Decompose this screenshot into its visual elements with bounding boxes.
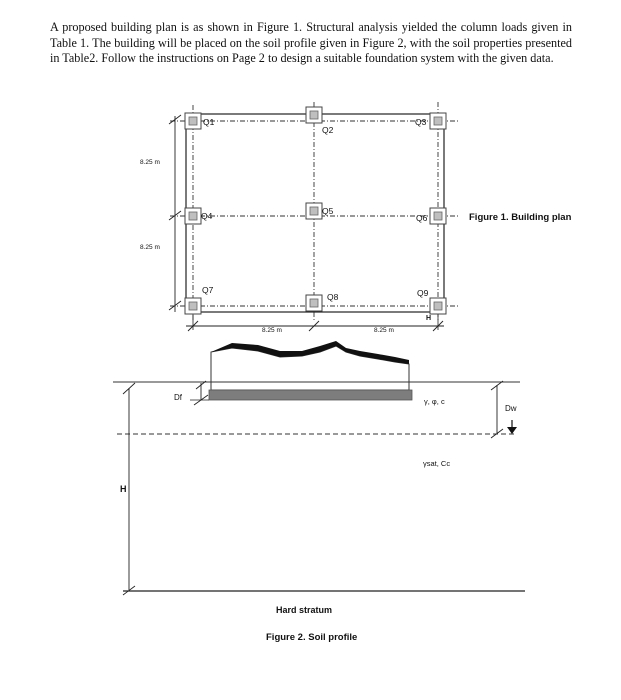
- hard-stratum-label: Hard stratum: [276, 605, 333, 615]
- soil-profile: [113, 341, 525, 643]
- column-q7: [185, 298, 201, 314]
- footing: [209, 390, 412, 400]
- figure1-caption: Figure 1. Building plan: [469, 212, 572, 223]
- label-q2: Q2: [322, 125, 334, 135]
- dim-horizontal-1: 8.25 m: [262, 327, 282, 334]
- water-table-icon: [507, 427, 517, 434]
- label-q8: Q8: [327, 292, 339, 302]
- water-label: Dw: [505, 404, 517, 413]
- column-q2: [306, 107, 322, 123]
- depth-label: Df: [174, 393, 182, 402]
- column-q1: [185, 113, 201, 129]
- column-q5: [306, 203, 322, 219]
- thickness-label: H: [120, 484, 127, 494]
- column-q3: [430, 113, 446, 129]
- layer1-properties: γ, φ, c: [424, 397, 445, 406]
- dim-vertical-1: 8.25 m: [140, 159, 160, 166]
- label-q3: Q3: [415, 117, 427, 127]
- label-q4: Q4: [201, 211, 213, 221]
- label-q7: Q7: [202, 285, 214, 295]
- column-q4: [185, 208, 201, 224]
- offset-label: H: [426, 315, 432, 322]
- figure2-caption: Figure 2. Soil profile: [266, 632, 358, 643]
- column-q8: [306, 295, 322, 311]
- column-q9: [430, 298, 446, 314]
- dim-horizontal-2: 8.25 m: [374, 327, 394, 334]
- column-q6: [430, 208, 446, 224]
- label-q6: Q6: [416, 213, 428, 223]
- layer2-properties: γsat, Cc: [423, 459, 451, 468]
- dim-vertical-2: 8.25 m: [140, 244, 160, 251]
- label-q5: Q5: [322, 206, 334, 216]
- label-q1: Q1: [203, 117, 215, 127]
- problem-statement: A proposed building plan is as shown in Figure 1. Structural analysis yielded the column loads given in Table 1. The building will be placed on the soil profile given in Figure 2, with the soil properties presented in Table2. Follow the instructions on Page 2 to design a suitable foundation system with the given data.: [50, 20, 572, 66]
- label-q9: Q9: [417, 288, 429, 298]
- building-plan: [140, 102, 572, 334]
